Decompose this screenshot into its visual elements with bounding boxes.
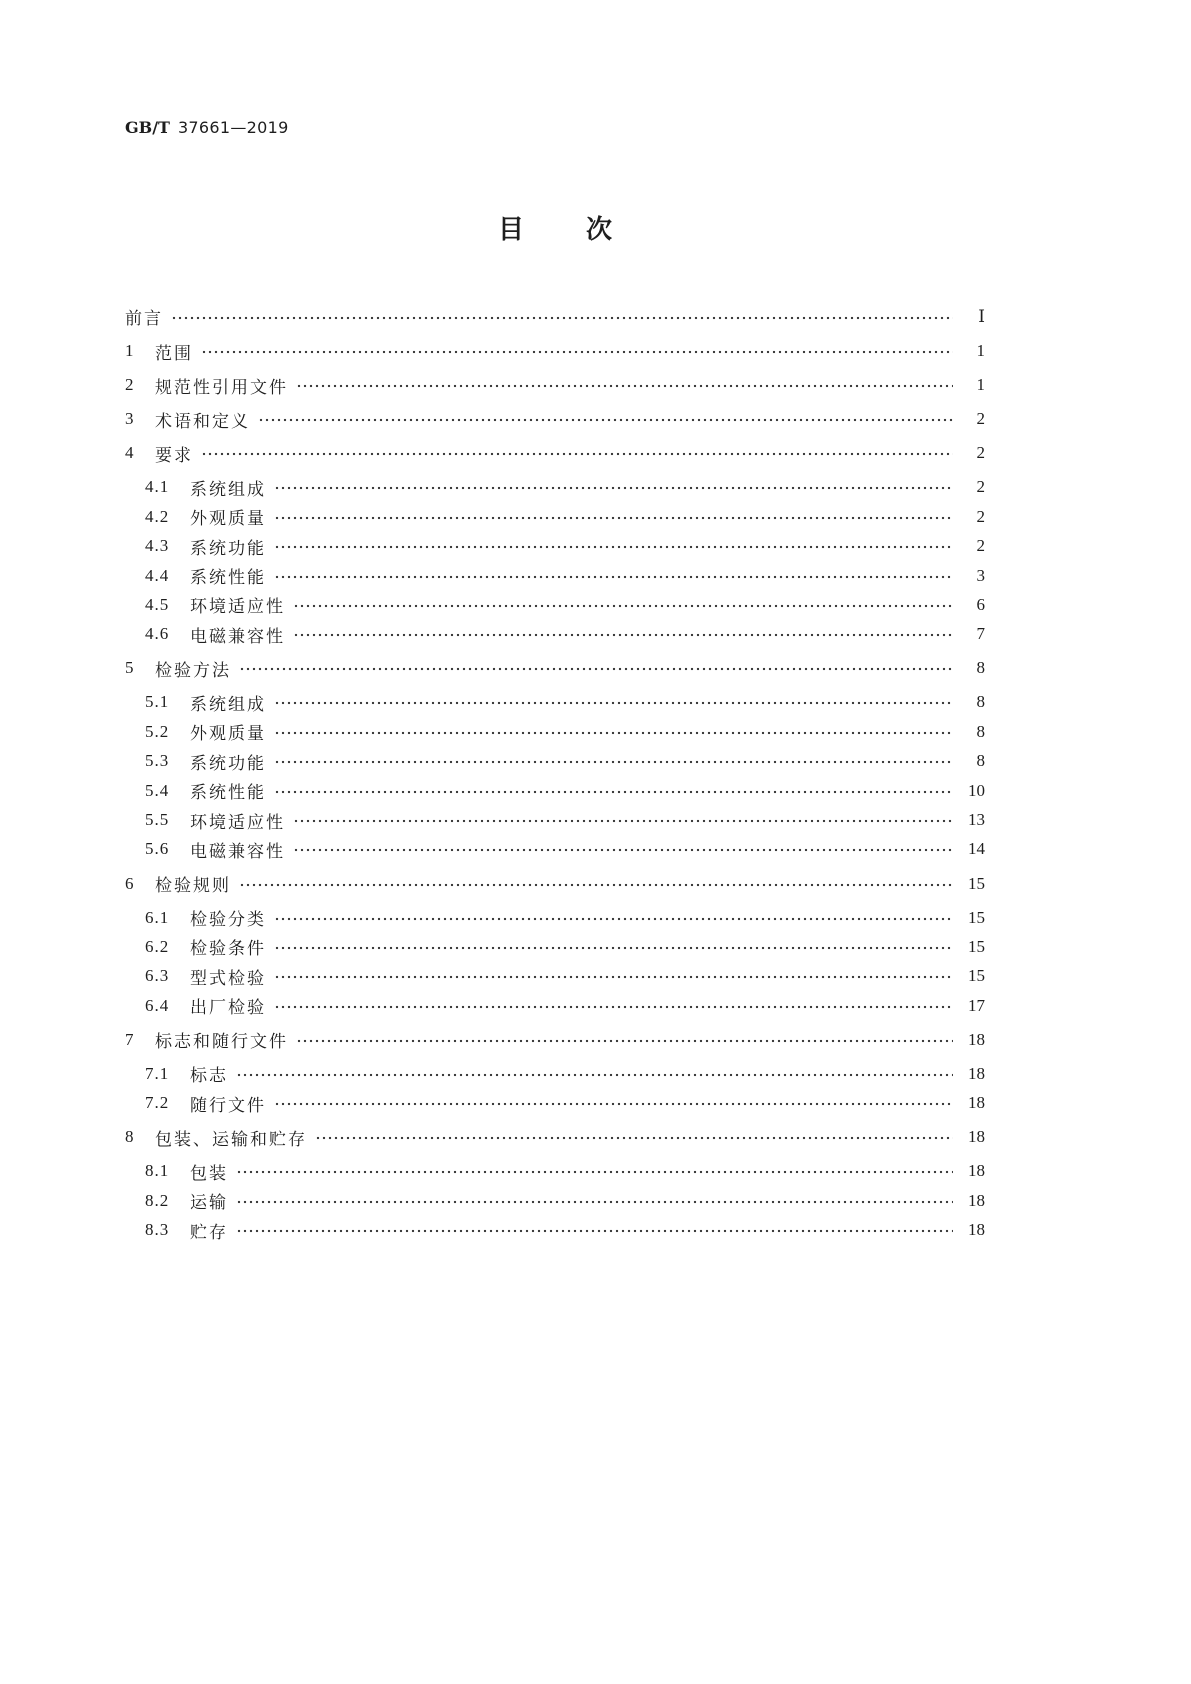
toc-entry-page-number: 18 <box>968 1093 985 1113</box>
toc-entry-number: 4.1 <box>145 477 170 497</box>
toc-entry-number: 4.6 <box>145 624 170 644</box>
toc-entry-page-number: 18 <box>968 1127 985 1147</box>
toc-entry-title: 出厂检验 <box>190 998 266 1018</box>
toc-entry-number: 4.5 <box>145 594 170 614</box>
toc-entry-page-number: 2 <box>976 506 985 526</box>
toc-entry-number: 1 <box>125 341 135 361</box>
toc-entry-title: 贮存 <box>190 1222 228 1242</box>
toc-entry-title: 检验条件 <box>190 939 266 959</box>
toc-entry-title: 包装 <box>190 1163 228 1183</box>
toc-entry-number: 8 <box>125 1127 135 1147</box>
toc-section-entry <box>125 1025 985 1054</box>
toc-subsection-entry <box>125 747 985 776</box>
standard-code-number: 37661—2019 <box>177 118 289 137</box>
toc-entry-number: 6.1 <box>145 907 170 927</box>
toc-entry-title: 术语和定义 <box>155 411 250 431</box>
toc-entry-page-number: 14 <box>968 839 985 859</box>
dot-leader <box>293 805 953 834</box>
standard-code-prefix: GB/T <box>125 118 170 137</box>
dot-leader <box>274 473 953 502</box>
dot-leader <box>239 869 953 898</box>
toc-entry-title: 前言 <box>125 309 163 329</box>
toc-entry-number: 5.5 <box>145 810 170 830</box>
toc-entry-title: 系统性能 <box>190 783 266 803</box>
toc-subsection-entry <box>125 502 985 531</box>
dot-leader <box>236 1216 953 1245</box>
toc-entry-title: 型式检验 <box>190 968 266 988</box>
toc-subsection-entry <box>125 835 985 864</box>
dot-leader <box>293 835 953 864</box>
toc-section-entry <box>125 869 985 898</box>
toc-entry-title: 电磁兼容性 <box>190 626 285 646</box>
toc-entry-number: 6.4 <box>145 995 170 1015</box>
dot-leader <box>236 1059 953 1088</box>
toc-entry-page-number: 15 <box>968 907 985 927</box>
toc-section-entry <box>125 439 985 468</box>
toc-entry-number: 8.3 <box>145 1220 170 1240</box>
dot-leader <box>274 991 953 1020</box>
toc-entry-page-number: 15 <box>968 966 985 986</box>
dot-leader <box>274 717 953 746</box>
toc-entry-page-number: 2 <box>976 477 985 497</box>
toc-entry-page-number: 18 <box>968 1220 985 1240</box>
dot-leader <box>274 688 953 717</box>
toc-entry-title: 标志 <box>190 1066 228 1086</box>
dot-leader <box>274 776 953 805</box>
toc-entry-number: 7.1 <box>145 1063 170 1083</box>
dot-leader <box>201 336 953 365</box>
toc-entry-page-number: 7 <box>976 624 985 644</box>
dot-leader <box>296 370 953 399</box>
toc-entry-number: 6.3 <box>145 966 170 986</box>
toc-entry-number: 7 <box>125 1029 135 1049</box>
toc-entry-page-number: 18 <box>968 1029 985 1049</box>
toc-entry-number: 6 <box>125 873 135 893</box>
toc-entry-number: 8.1 <box>145 1161 170 1181</box>
toc-entry-number: 6.2 <box>145 936 170 956</box>
toc-entry-title: 规范性引用文件 <box>155 377 288 397</box>
toc-entry-number: 5.4 <box>145 780 170 800</box>
dot-leader <box>239 654 953 683</box>
toc-entry-page-number: 17 <box>968 995 985 1015</box>
toc-section-entry <box>125 336 985 365</box>
toc-entry-page-number: 2 <box>976 409 985 429</box>
dot-leader <box>296 1025 953 1054</box>
toc-subsection-entry <box>125 805 985 834</box>
toc-entry-number: 5 <box>125 658 135 678</box>
toc-subsection-entry <box>125 1059 985 1088</box>
toc-entry-page-number: 18 <box>968 1190 985 1210</box>
dot-leader <box>274 903 953 932</box>
dot-leader <box>236 1186 953 1215</box>
toc-subsection-entry <box>125 561 985 590</box>
toc-subsection-entry <box>125 991 985 1020</box>
dot-leader <box>274 502 953 531</box>
toc-entry-title: 检验方法 <box>155 660 231 680</box>
toc-subsection-entry <box>125 620 985 649</box>
toc-subsection-entry <box>125 688 985 717</box>
toc-subsection-entry <box>125 1186 985 1215</box>
toc-subsection-entry <box>125 1216 985 1245</box>
toc-entry-title: 运输 <box>190 1193 228 1213</box>
toc-entry-page-number: 2 <box>976 536 985 556</box>
toc-entry-title: 标志和随行文件 <box>155 1032 288 1052</box>
dot-leader <box>293 590 953 619</box>
toc-subsection-entry <box>125 473 985 502</box>
toc-entry-page-number: 8 <box>976 692 985 712</box>
dot-leader <box>236 1157 953 1186</box>
toc-section-entry <box>125 405 985 434</box>
dot-leader <box>274 932 953 961</box>
toc-entry-page-number: 2 <box>976 443 985 463</box>
toc-entry-page-number: 6 <box>976 594 985 614</box>
toc-entry-page-number: 10 <box>968 780 985 800</box>
toc-entry-page-number: 8 <box>976 658 985 678</box>
toc-subsection-entry <box>125 590 985 619</box>
dot-leader <box>274 561 953 590</box>
toc-subsection-entry <box>125 1157 985 1186</box>
toc-subsection-entry <box>125 776 985 805</box>
page-title: 目次 <box>497 215 674 245</box>
toc-entry-page-number: 8 <box>976 751 985 771</box>
standard-code <box>125 117 289 139</box>
toc-subsection-entry <box>125 962 985 991</box>
toc-entry-title: 检验分类 <box>190 910 266 930</box>
toc-entry-title: 电磁兼容性 <box>190 841 285 861</box>
dot-leader <box>258 405 953 434</box>
toc-entry-title: 范围 <box>155 343 193 363</box>
toc-entry-page-number: Ⅰ <box>978 306 985 326</box>
toc-entry-number: 7.2 <box>145 1093 170 1113</box>
dot-leader <box>201 439 953 468</box>
toc-entry-number: 3 <box>125 409 135 429</box>
dot-leader <box>274 747 953 776</box>
toc-section-entry <box>125 370 985 399</box>
toc-entry-page-number: 18 <box>968 1161 985 1181</box>
toc-entry-title: 系统组成 <box>190 694 266 714</box>
toc-entry-title: 系统性能 <box>190 568 266 588</box>
toc-entry-number: 4.2 <box>145 506 170 526</box>
toc-entry-number: 5.1 <box>145 692 170 712</box>
toc-subsection-entry <box>125 932 985 961</box>
dot-leader <box>171 302 953 331</box>
toc-entry-number: 8.2 <box>145 1190 170 1210</box>
toc-entry-page-number: 3 <box>976 565 985 585</box>
toc-subsection-entry <box>125 531 985 560</box>
toc-entry-page-number: 18 <box>968 1063 985 1083</box>
toc-entry-title: 检验规则 <box>155 876 231 895</box>
toc-entry-title: 系统组成 <box>190 479 266 499</box>
toc-entry-number: 4 <box>125 443 135 463</box>
toc-entry-title: 系统功能 <box>190 753 266 773</box>
toc-entry-page-number: 15 <box>968 936 985 956</box>
toc-section-entry <box>125 1123 985 1152</box>
dot-leader <box>274 962 953 991</box>
toc-entry-title: 要求 <box>155 445 193 465</box>
toc-entry-page-number: 1 <box>976 341 985 361</box>
dot-leader <box>274 531 953 560</box>
toc-entry-title: 外观质量 <box>190 509 266 529</box>
toc-entry-title: 随行文件 <box>190 1095 266 1115</box>
toc-entry-number: 5.6 <box>145 839 170 859</box>
toc-subsection-entry <box>125 717 985 746</box>
toc-section-entry <box>125 302 985 331</box>
toc-entry-number: 4.3 <box>145 536 170 556</box>
dot-leader <box>293 620 953 649</box>
toc-entry-number: 2 <box>125 375 135 395</box>
toc-entry-title: 系统功能 <box>190 538 266 558</box>
toc-entry-page-number: 13 <box>968 810 985 830</box>
dot-leader <box>315 1123 953 1152</box>
toc-entry-page-number: 1 <box>976 375 985 395</box>
toc-entry-number: 5.3 <box>145 751 170 771</box>
toc-entry-number: 4.4 <box>145 565 170 585</box>
toc-entry-page-number: 15 <box>968 873 985 893</box>
toc-entry-title: 环境适应性 <box>190 812 285 832</box>
toc-subsection-entry <box>125 1089 985 1118</box>
dot-leader <box>274 1089 953 1118</box>
toc-entry-page-number: 8 <box>976 721 985 741</box>
toc-subsection-entry <box>125 903 985 932</box>
toc-entry-number: 5.2 <box>145 721 170 741</box>
toc-entry-title: 包装、运输和贮存 <box>155 1129 307 1149</box>
toc-section-entry <box>125 654 985 683</box>
table-of-contents <box>125 298 985 1245</box>
toc-entry-title: 外观质量 <box>190 724 266 744</box>
toc-entry-title: 环境适应性 <box>190 597 285 617</box>
